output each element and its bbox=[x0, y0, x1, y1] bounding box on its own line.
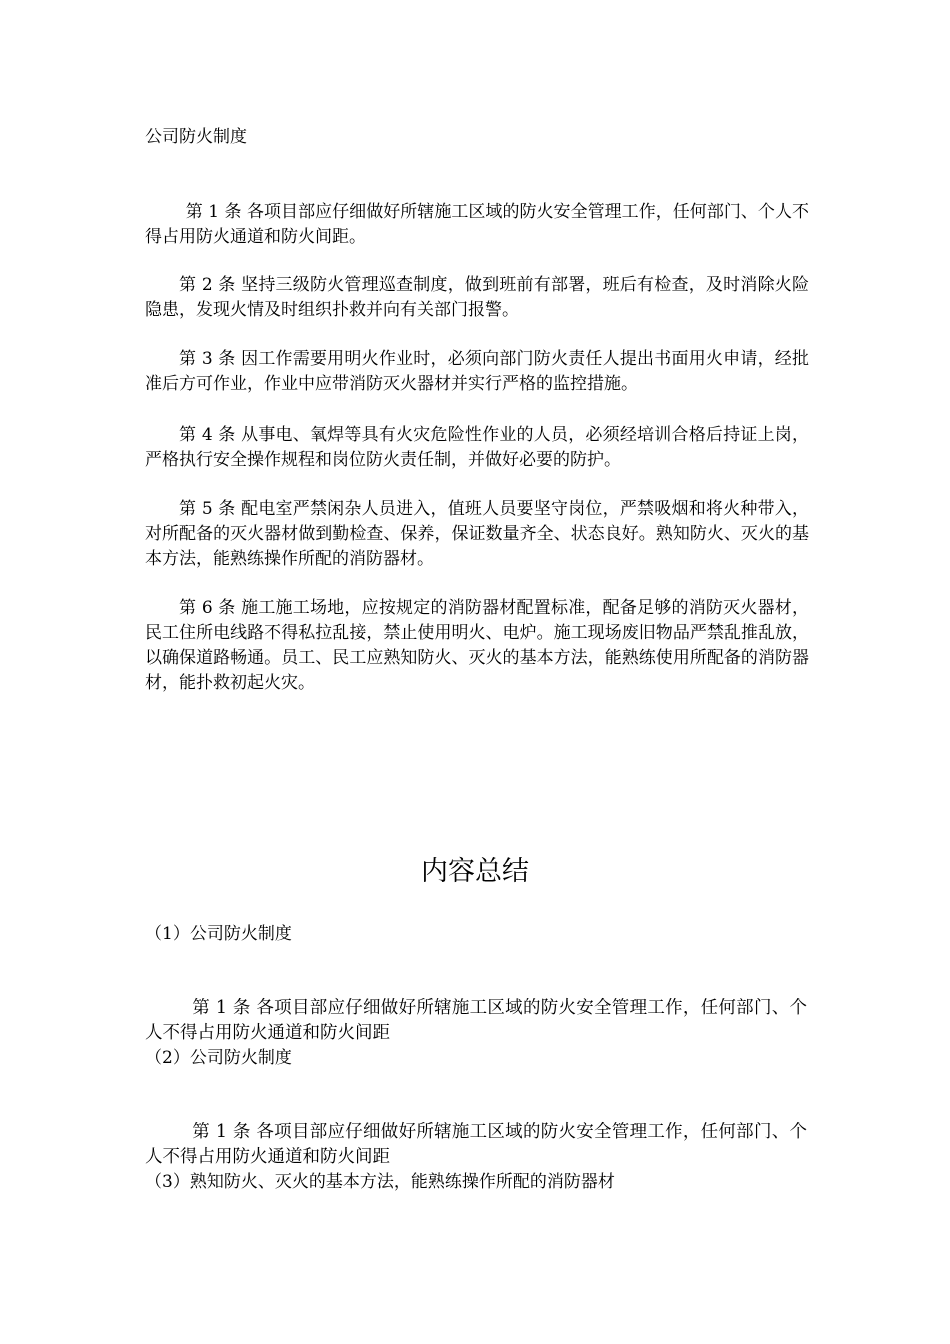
summary-item-2-label: （2）公司防火制度 bbox=[145, 1048, 292, 1068]
article-4: 第 4 条 从事电、氧焊等具有火灾危险性作业的人员，必须经培训合格后持证上岗，严格执行安全操作规程和岗位防火责任制，并做好必要的防护。 bbox=[145, 425, 809, 470]
summary-item-1-label: （1）公司防火制度 bbox=[145, 924, 292, 944]
article-1: 第 1 条 各项目部应仔细做好所辖施工区域的防火安全管理工作，任何部门、个人不得占用防火通道和防火间距。 bbox=[145, 202, 809, 247]
article-5: 第 5 条 配电室严禁闲杂人员进入，值班人员要坚守岗位，严禁吸烟和将火种带入，对所配备的灭火器材做到勤检查、保养，保证数量齐全、状态良好。熟知防火、灭火的基本方法，能熟练操作所配的消防器材。 bbox=[145, 499, 809, 569]
summary-item-3-label: （3）熟知防火、灭火的基本方法，能熟练操作所配的消防器材 bbox=[145, 1172, 615, 1192]
summary-item-2-text: 第 1 条 各项目部应仔细做好所辖施工区域的防火安全管理工作，任何部门、个人不得占用防火通道和防火间距 bbox=[145, 1122, 807, 1167]
summary-heading: 内容总结 bbox=[421, 856, 529, 887]
document-title: 公司防火制度 bbox=[145, 127, 247, 147]
summary-item-1-text: 第 1 条 各项目部应仔细做好所辖施工区域的防火安全管理工作，任何部门、个人不得占用防火通道和防火间距 bbox=[145, 998, 807, 1043]
article-6: 第 6 条 施工施工场地，应按规定的消防器材配置标准，配备足够的消防灭火器材，民工住所电线路不得私拉乱接，禁止使用明火、电炉。施工现场废旧物品严禁乱推乱放，以确保道路畅通。员工、民工应熟知防火、灭火的基本方法，能熟练使用所配备的消防器材，能扑救初起火灾。 bbox=[145, 598, 809, 693]
article-3: 第 3 条 因工作需要用明火作业时，必须向部门防火责任人提出书面用火申请，经批准后方可作业，作业中应带消防灭火器材并实行严格的监控措施。 bbox=[145, 349, 809, 394]
article-2: 第 2 条 坚持三级防火管理巡查制度，做到班前有部署，班后有检查，及时消除火险隐患，发现火情及时组织扑救并向有关部门报警。 bbox=[145, 275, 809, 320]
